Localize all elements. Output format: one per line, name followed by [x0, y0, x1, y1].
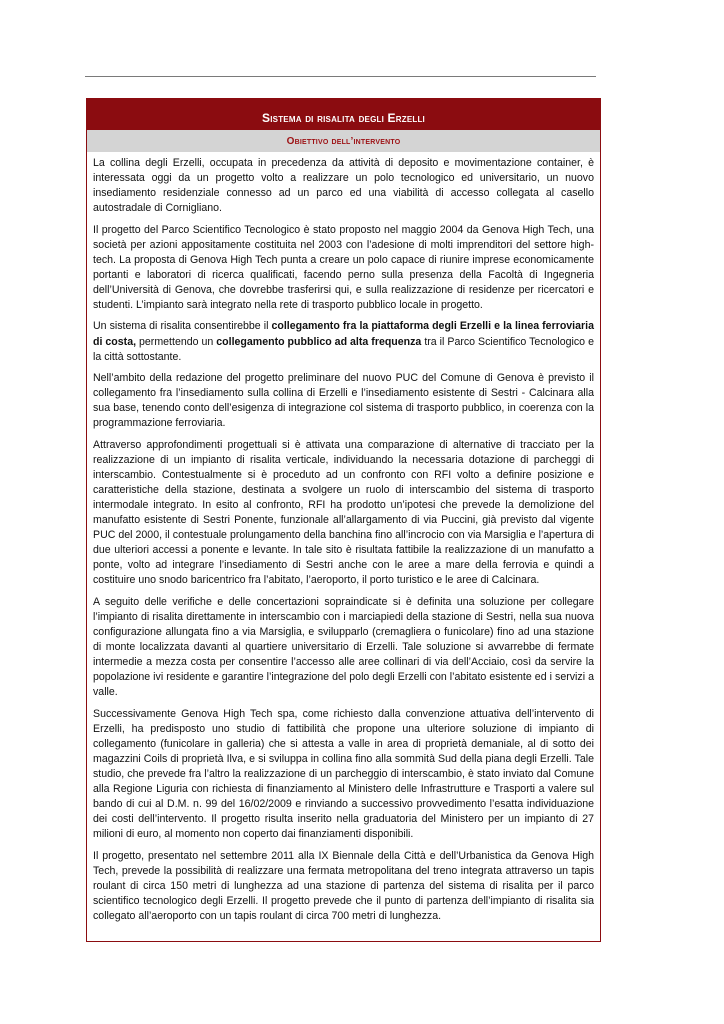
top-divider — [85, 76, 596, 77]
paragraph-text: Un sistema di risalita consentirebbe il — [93, 320, 272, 333]
document-title: Sistema di risalita degli Erzelli — [262, 110, 425, 125]
paragraph: Successivamente Genova High Tech spa, come richiesto dalla convenzione attuativa dell’intervento di Erzelli, ha predisposto uno studio di fattibilità che propone una ulteriore soluzione di impianto di collegamento (funicolare in galleria) che si attesta a valle in area di proprietà demaniale, al di sotto dei magazzini Coils di proprietà Ilva, e si sviluppa in collina fino alla sommità Sud della piana degli Erzelli. Tale studio, che prevede fra l’altro la realizzazione di un parcheggio di interscambio, è stato inviato dal Comune alla Regione Liguria con richiesta di finanziamento al Ministero delle Infrastrutture e Trasporti a valere sul bando di cui al D.M. n. 99 del 16/02/2009 e rinviando a successivo provvedimento l’esatta individuazione dei costi dell’intervento. Il progetto risulta inserito nella graduatoria del Ministero per un impianto di 27 milioni di euro, al momento non coperto dai finanziamenti disponibili. — [93, 707, 594, 840]
paragraph-bold-text: collegamento fra la piattaforma degli Erzelli e la linea ferroviaria di costa, — [93, 320, 594, 348]
box-content — [87, 152, 600, 924]
paragraph: Nell’ambito della redazione del progetto preliminare del nuovo PUC del Comune di Genova è previsto il collegamento fra l’insediamento sulla collina di Erzelli e l’insediamento esistente di Sestri - Calcinara alla sua base, tenendo conto dell’esigenza di integrazione col sistema di trasporto pubblico, in coerenza con la programmazione ferroviaria. — [93, 372, 594, 430]
paragraph: Il progetto del Parco Scientifico Tecnologico è stato proposto nel maggio 2004 da Genova High Tech, una società per azioni appositamente costituita nel 2003 con l’adesione di molti imprenditori del settore high-tech. La proposta di Genova High Tech punta a creare un polo capace di riunire imprese economicamente portanti e laboratori di ricerca qualificati, facendo perno sulla presenza della Facoltà di Ingegneria dell’Università di Genova, che dovrebbe trasferirsi qui, e sulla realizzazione di residenze per ricercatori e studenti. L’impianto sarà integrato nella rete di trasporto pubblico locale in progetto. — [93, 223, 594, 311]
paragraph — [93, 319, 594, 364]
box-header — [87, 99, 600, 130]
paragraph: A seguito delle verifiche e delle concertazioni sopraindicate si è definita una soluzione per collegare l’impianto di risalita direttamente in interscambio con i marciapiedi della stazione di Sestri, nella sua nuova configurazione allungata fino a via Marsiglia, e svilupparlo (cremagliera o funicolare) fino ad una stazione di monte localizzata davanti al quartiere universitario di Erzelli. Tale soluzione si avvarrebbe di fermate intermedie a mezza costa per consentire l’accesso alle aree collinari di via dell’Acciaio, così da servire la popolazione ivi residente e garantire l’integrazione del polo degli Erzelli con l’abitato esistente ed i servizi a valle. — [93, 595, 594, 699]
paragraph-bold-text: collegamento pubblico ad alta frequenza — [216, 335, 422, 348]
paragraph: Attraverso approfondimenti progettuali si è attivata una comparazione di alternative di tracciato per la realizzazione di un impianto di risalita verticale, individuando la necessaria dotazione di parcheggi di interscambio. Contestualmente si è proceduto ad un confronto con RFI volto a definire posizione e caratteristiche della stazione, destinata a svolgere un ruolo di interscambio del sistema di trasporto intermodale integrato. In esito al confronto, RFI ha prodotto un’ipotesi che prevede la demolizione del manufatto esistente di Sestri Ponente, funzionale all’allargamento di via Puccini, già previsto dal vigente PUC del 2000, il contestuale prolungamento della banchina fino all’incrocio con via Marsiglia e l’apertura di due ulteriori accessi a ponente e levante. In tale sito è risultata fattibile la realizzazione di un manufatto a ponte, volto ad integrare l’insediamento di Sestri anche con le aree a mare della ferrovia e quindi a costituire uno snodo baricentrico fra l’abitato, l’aeroporto, il porto turistico e le aree di Calcinara. — [93, 438, 594, 587]
section-header — [87, 130, 600, 152]
info-box — [86, 98, 601, 942]
section-title: Obiettivo dell’intervento — [286, 135, 401, 147]
paragraph: La collina degli Erzelli, occupata in precedenza da attività di deposito e movimentazione container, è interessata oggi da un progetto volto a realizzare un polo tecnologico ed universitario, un nuovo insediamento residenziale connesso ad un parco ed una viabilità di accesso collegata al casello autostradale di Cornigliano. — [93, 157, 594, 215]
paragraph-text: tra il Parco Scientifico Tecnologico e la città sottostante. — [93, 335, 594, 363]
paragraph-text: permettendo un — [136, 335, 217, 348]
paragraph: Il progetto, presentato nel settembre 2011 alla IX Biennale della Città e dell’Urbanistica da Genova High Tech, prevede la possibilità di realizzare una fermata metropolitana del treno integrata attraverso un tapis roulant di circa 150 metri di lunghezza ad una stazione di partenza del sistema di risalita per il parco scientifico tecnologico degli Erzelli. Il progetto prevede che il punto di partenza dell’impianto di risalita sia collegato all’aeroporto con un tapis roulant di circa 700 metri di lunghezza. — [93, 849, 594, 922]
